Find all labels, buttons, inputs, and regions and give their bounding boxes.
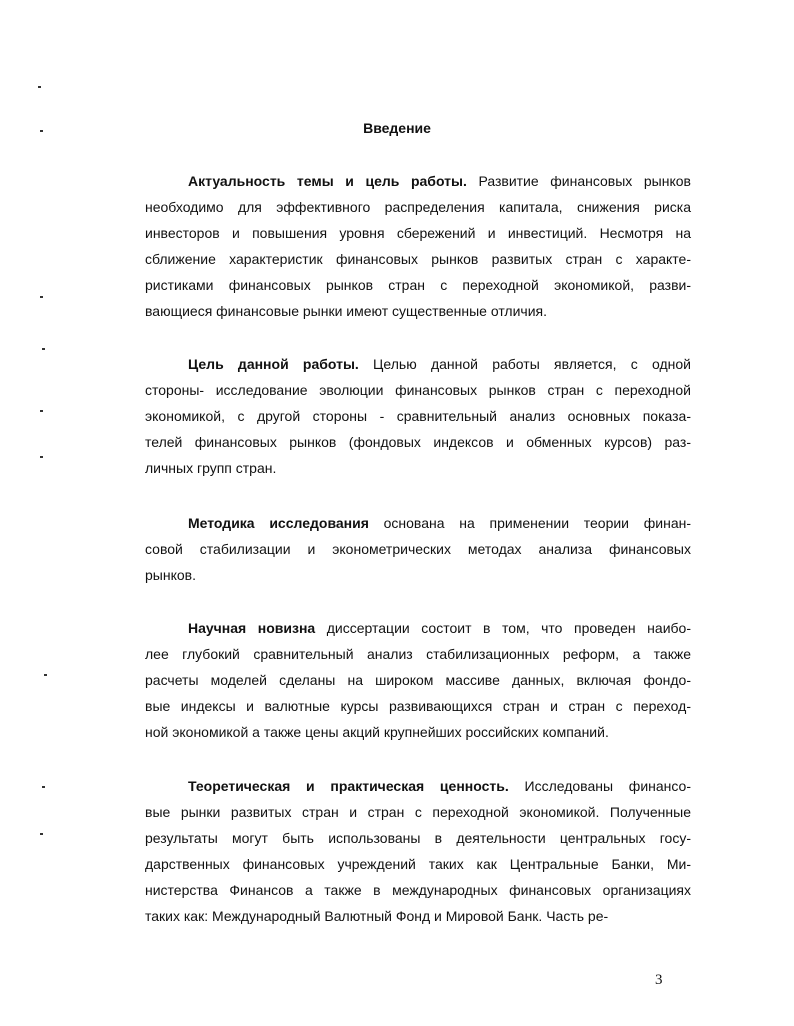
paragraph bbox=[145, 510, 691, 588]
paragraph-line: необходимо для эффективного распределения капитала, снижения риска bbox=[145, 199, 691, 215]
paragraph-line: личных групп стран. bbox=[145, 460, 277, 476]
paragraph-line: таких как: Международный Валютный Фонд и Мировой Банк. Часть ре- bbox=[145, 908, 609, 924]
paragraph-heading: Методика исследования bbox=[188, 515, 369, 531]
paragraph-heading: Теоретическая и практическая ценность. bbox=[188, 778, 509, 794]
paragraph-line bbox=[145, 351, 691, 377]
paragraph-line: стороны- исследование эволюции финансовых рынков стран с переходной bbox=[145, 382, 691, 398]
paragraph-line: вающиеся финансовые рынки имеют существенные отличия. bbox=[145, 303, 547, 319]
paragraph bbox=[145, 351, 691, 481]
scan-speck bbox=[40, 410, 43, 412]
paragraph-line: лее глубокий сравнительный анализ стабилизационных реформ, а также bbox=[145, 646, 691, 662]
paragraph-line: ной экономикой а также цены акций крупнейших российских компаний. bbox=[145, 724, 609, 740]
page-number: 3 bbox=[655, 972, 663, 988]
paragraph-line: совой стабилизации и эконометрических методах анализа финансовых bbox=[145, 541, 691, 557]
paragraph-text: диссертации состоит в том, что проведен наибо- bbox=[315, 620, 691, 636]
paragraph bbox=[145, 168, 691, 324]
paragraph-text: Развитие финансовых рынков bbox=[466, 173, 691, 189]
paragraph-line: нистерства Финансов а также в международных финансовых организациях bbox=[145, 882, 691, 898]
scan-speck bbox=[42, 348, 45, 350]
paragraph-line: дарственных финансовых учреждений таких как Центральные Банки, Ми- bbox=[145, 856, 691, 872]
paragraph-line: телей финансовых рынков (фондовых индексов и обменных курсов) раз- bbox=[145, 434, 691, 450]
page-title: Введение bbox=[363, 120, 431, 136]
paragraph-heading: Научная новизна bbox=[188, 620, 316, 636]
scan-speck bbox=[40, 130, 43, 132]
paragraph bbox=[145, 773, 691, 929]
paragraph-line: вые рынки развитых стран и стран с переходной экономикой. Полученные bbox=[145, 804, 691, 820]
scan-speck bbox=[40, 833, 43, 835]
paragraph-line bbox=[145, 773, 691, 799]
paragraph-line: ристиками финансовых рынков стран с переходной экономикой, разви- bbox=[145, 277, 691, 293]
paragraph-line: инвесторов и повышения уровня сбережений и инвестиций. Несмотря на bbox=[145, 225, 691, 241]
paragraph-line: вые индексы и валютные курсы развивающихся стран и стран с переход- bbox=[145, 698, 691, 714]
scan-speck bbox=[44, 674, 47, 676]
scan-speck bbox=[42, 786, 45, 788]
paragraph-heading: Цель данной работы. bbox=[188, 356, 359, 372]
scan-speck bbox=[40, 456, 43, 458]
paragraph-line bbox=[145, 168, 691, 194]
paragraph-text: основана на применении теории финан- bbox=[368, 515, 691, 531]
paragraph-line: сближение характеристик финансовых рынков развитых стран с характе- bbox=[145, 251, 691, 267]
paragraph-line: результаты могут быть использованы в деятельности центральных госу- bbox=[145, 830, 691, 846]
paragraph-line bbox=[145, 510, 691, 536]
paragraph-text: Исследованы финансо- bbox=[508, 778, 691, 794]
paragraph-line: расчеты моделей сделаны на широком массиве данных, включая фондо- bbox=[145, 672, 691, 688]
paragraph bbox=[145, 615, 691, 745]
paragraph-line bbox=[145, 615, 691, 641]
paragraph-line: рынков. bbox=[145, 567, 196, 583]
scan-speck bbox=[40, 296, 43, 298]
scan-speck bbox=[38, 86, 41, 88]
paragraph-line: экономикой, с другой стороны - сравнительный анализ основных показа- bbox=[145, 408, 691, 424]
paragraph-text: Целью данной работы является, с одной bbox=[358, 356, 691, 372]
paragraph-heading: Актуальность темы и цель работы. bbox=[188, 173, 467, 189]
